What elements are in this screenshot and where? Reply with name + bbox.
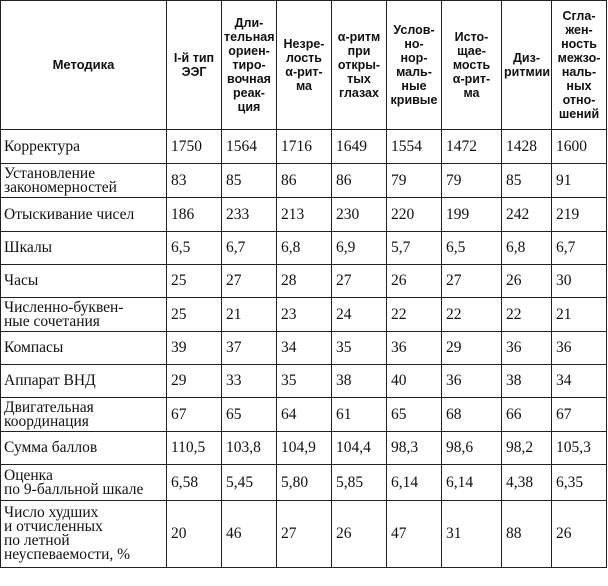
method-cell: Шкалы xyxy=(1,232,167,265)
value-cell: 91 xyxy=(552,164,607,198)
column-header-interzonal-smoothing: Сгла- жен- ность межзо- наль- ных отно- шений xyxy=(552,1,607,130)
value-cell: 1600 xyxy=(552,130,607,164)
value-cell: 85 xyxy=(222,164,277,198)
column-header-normal-curves: Услов- но- нор- маль- ные кривые xyxy=(387,1,442,130)
value-cell: 4,38 xyxy=(502,465,552,501)
value-cell: 47 xyxy=(387,501,442,568)
column-header-alpha-exhaustion: Исто- щае- мость α-рит- ма xyxy=(442,1,502,130)
value-cell: 98,6 xyxy=(442,432,502,465)
value-cell: 233 xyxy=(222,198,277,232)
table-row xyxy=(1,332,607,365)
value-cell: 64 xyxy=(277,398,332,432)
method-cell: Сумма баллов xyxy=(1,432,167,465)
value-cell: 86 xyxy=(332,164,387,198)
value-cell: 5,85 xyxy=(332,465,387,501)
value-cell: 61 xyxy=(332,398,387,432)
table-body xyxy=(1,130,607,568)
value-cell: 28 xyxy=(277,265,332,298)
table-row xyxy=(1,398,607,432)
value-cell: 105,3 xyxy=(552,432,607,465)
method-cell: Число худших и отчисленных по летной неуспеваемости, % xyxy=(1,501,167,568)
column-header-orienting-reaction: Дли- тельная ориен- тиро- вочная реак- ция xyxy=(222,1,277,130)
value-cell: 27 xyxy=(442,265,502,298)
value-cell: 6,14 xyxy=(442,465,502,501)
value-cell: 38 xyxy=(332,365,387,398)
value-cell: 35 xyxy=(277,365,332,398)
value-cell: 88 xyxy=(502,501,552,568)
value-cell: 6,58 xyxy=(167,465,222,501)
value-cell: 110,5 xyxy=(167,432,222,465)
value-cell: 103,8 xyxy=(222,432,277,465)
value-cell: 20 xyxy=(167,501,222,568)
value-cell: 5,7 xyxy=(387,232,442,265)
value-cell: 40 xyxy=(387,365,442,398)
value-cell: 242 xyxy=(502,198,552,232)
value-cell: 5,45 xyxy=(222,465,277,501)
value-cell: 86 xyxy=(277,164,332,198)
value-cell: 220 xyxy=(387,198,442,232)
method-cell: Отыскивание чисел xyxy=(1,198,167,232)
header-row xyxy=(1,1,607,130)
table-row xyxy=(1,432,607,465)
value-cell: 6,35 xyxy=(552,465,607,501)
value-cell: 22 xyxy=(442,298,502,332)
value-cell: 27 xyxy=(222,265,277,298)
value-cell: 26 xyxy=(387,265,442,298)
value-cell: 39 xyxy=(167,332,222,365)
value-cell: 38 xyxy=(502,365,552,398)
method-cell: Оценка по 9-балльной шкале xyxy=(1,465,167,501)
value-cell: 85 xyxy=(502,164,552,198)
value-cell: 98,3 xyxy=(387,432,442,465)
value-cell: 67 xyxy=(167,398,222,432)
value-cell: 22 xyxy=(502,298,552,332)
method-cell: Установление закономерностей xyxy=(1,164,167,198)
value-cell: 6,8 xyxy=(502,232,552,265)
value-cell: 6,7 xyxy=(222,232,277,265)
value-cell: 1472 xyxy=(442,130,502,164)
value-cell: 79 xyxy=(387,164,442,198)
value-cell: 98,2 xyxy=(502,432,552,465)
value-cell: 219 xyxy=(552,198,607,232)
value-cell: 46 xyxy=(222,501,277,568)
value-cell: 6,9 xyxy=(332,232,387,265)
value-cell: 37 xyxy=(222,332,277,365)
value-cell: 65 xyxy=(387,398,442,432)
value-cell: 6,14 xyxy=(387,465,442,501)
table-row xyxy=(1,164,607,198)
value-cell: 1716 xyxy=(277,130,332,164)
value-cell: 6,7 xyxy=(552,232,607,265)
value-cell: 68 xyxy=(442,398,502,432)
value-cell: 6,5 xyxy=(167,232,222,265)
value-cell: 25 xyxy=(167,298,222,332)
method-cell: Компасы xyxy=(1,332,167,365)
value-cell: 27 xyxy=(277,501,332,568)
column-header-method: Методика xyxy=(1,1,167,130)
method-cell: Часы xyxy=(1,265,167,298)
value-cell: 26 xyxy=(502,265,552,298)
value-cell: 30 xyxy=(552,265,607,298)
value-cell: 36 xyxy=(502,332,552,365)
value-cell: 35 xyxy=(332,332,387,365)
method-cell: Аппарат ВНД xyxy=(1,365,167,398)
table-row xyxy=(1,265,607,298)
value-cell: 1750 xyxy=(167,130,222,164)
table-row xyxy=(1,465,607,501)
value-cell: 26 xyxy=(332,501,387,568)
value-cell: 29 xyxy=(442,332,502,365)
value-cell: 213 xyxy=(277,198,332,232)
value-cell: 1428 xyxy=(502,130,552,164)
value-cell: 36 xyxy=(442,365,502,398)
value-cell: 6,5 xyxy=(442,232,502,265)
value-cell: 36 xyxy=(387,332,442,365)
method-cell: Корректура xyxy=(1,130,167,164)
value-cell: 31 xyxy=(442,501,502,568)
table-row xyxy=(1,198,607,232)
value-cell: 230 xyxy=(332,198,387,232)
value-cell: 23 xyxy=(277,298,332,332)
value-cell: 79 xyxy=(442,164,502,198)
value-cell: 24 xyxy=(332,298,387,332)
value-cell: 5,80 xyxy=(277,465,332,501)
value-cell: 104,4 xyxy=(332,432,387,465)
value-cell: 186 xyxy=(167,198,222,232)
value-cell: 65 xyxy=(222,398,277,432)
method-cell: Двигательная координация xyxy=(1,398,167,432)
value-cell: 1554 xyxy=(387,130,442,164)
method-cell: Численно-буквен- ные сочетания xyxy=(1,298,167,332)
column-header-dysrhythmia: Диз- ритмии xyxy=(502,1,552,130)
value-cell: 29 xyxy=(167,365,222,398)
value-cell: 34 xyxy=(277,332,332,365)
value-cell: 33 xyxy=(222,365,277,398)
table-row xyxy=(1,232,607,265)
value-cell: 1649 xyxy=(332,130,387,164)
value-cell: 21 xyxy=(222,298,277,332)
value-cell: 199 xyxy=(442,198,502,232)
value-cell: 66 xyxy=(502,398,552,432)
value-cell: 26 xyxy=(552,501,607,568)
value-cell: 104,9 xyxy=(277,432,332,465)
value-cell: 67 xyxy=(552,398,607,432)
column-header-alpha-open-eyes: α-ритм при откры- тых глазах xyxy=(332,1,387,130)
table-row xyxy=(1,501,607,568)
value-cell: 22 xyxy=(387,298,442,332)
column-header-eeg-type-1: I-й тип ЭЭГ xyxy=(167,1,222,130)
column-header-alpha-immaturity: Незре- лость α-рит- ма xyxy=(277,1,332,130)
value-cell: 36 xyxy=(552,332,607,365)
value-cell: 83 xyxy=(167,164,222,198)
table-row xyxy=(1,130,607,164)
table-row xyxy=(1,298,607,332)
value-cell: 21 xyxy=(552,298,607,332)
value-cell: 27 xyxy=(332,265,387,298)
value-cell: 6,8 xyxy=(277,232,332,265)
value-cell: 34 xyxy=(552,365,607,398)
value-cell: 25 xyxy=(167,265,222,298)
value-cell: 1564 xyxy=(222,130,277,164)
table-row xyxy=(1,365,607,398)
